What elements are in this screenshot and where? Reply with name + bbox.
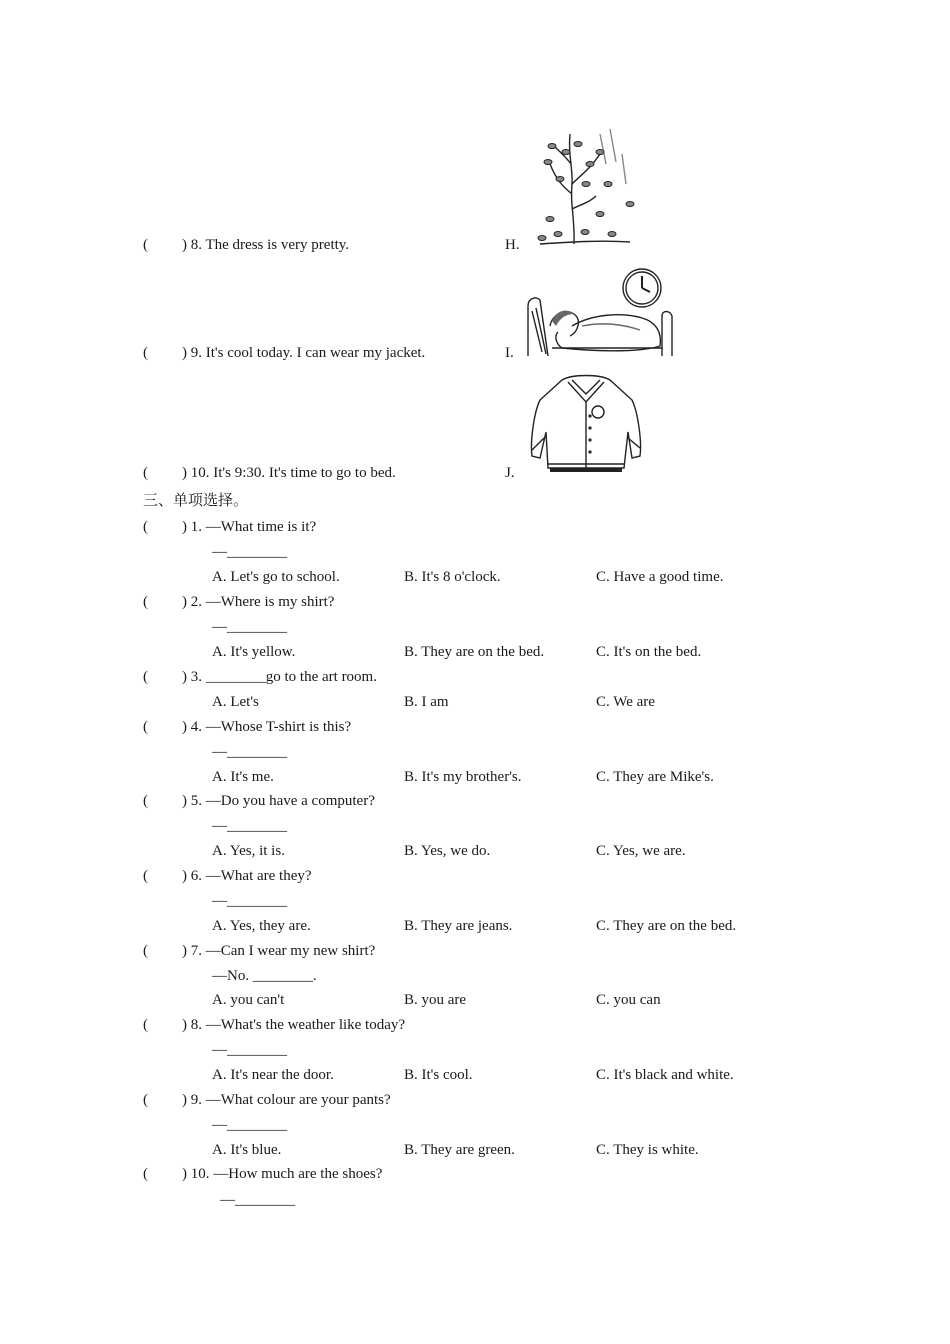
q3-option-a[interactable]: A. Let's [212, 694, 259, 710]
jacket-icon [528, 372, 644, 476]
q5-option-b[interactable]: B. Yes, we do. [404, 843, 491, 859]
q2-option-a[interactable]: A. It's yellow. [212, 644, 296, 660]
q7-stem: ) 7. —Can I wear my new shirt? [182, 943, 376, 959]
q1-option-a[interactable]: A. Let's go to school. [212, 569, 340, 585]
q4-stem: ) 4. —Whose T-shirt is this? [182, 719, 352, 735]
match-letter-h: H. [505, 237, 520, 253]
q5-option-a[interactable]: A. Yes, it is. [212, 843, 285, 859]
q7-bracket: ( [143, 943, 148, 959]
q6-option-c[interactable]: C. They are on the bed. [596, 918, 737, 934]
q2-answer-blank[interactable]: —________ [212, 619, 287, 635]
q9-bracket: ( [143, 1092, 148, 1108]
match-item-9-text: ) 9. It's cool today. I can wear my jacket. [182, 345, 426, 361]
q8-option-b[interactable]: B. It's cool. [404, 1067, 473, 1083]
q10-bracket: ( [143, 1166, 148, 1182]
q6-stem: ) 6. —What are they? [182, 868, 312, 884]
q2-stem: ) 2. —Where is my shirt? [182, 594, 335, 610]
q6-answer-blank[interactable]: —________ [212, 893, 287, 909]
q6-bracket: ( [143, 868, 148, 884]
autumn-tree-icon [530, 124, 645, 246]
q5-option-c[interactable]: C. Yes, we are. [596, 843, 686, 859]
q7-option-c[interactable]: C. you can [596, 992, 661, 1008]
q1-stem: ) 1. —What time is it? [182, 519, 317, 535]
q4-bracket: ( [143, 719, 148, 735]
match-item-8-bracket: ( [143, 237, 148, 253]
q10-answer-blank[interactable]: —________ [220, 1192, 295, 1208]
q9-option-a[interactable]: A. It's blue. [212, 1142, 282, 1158]
q2-option-c[interactable]: C. It's on the bed. [596, 644, 702, 660]
q6-option-a[interactable]: A. Yes, they are. [212, 918, 311, 934]
q9-answer-blank[interactable]: —________ [212, 1117, 287, 1133]
q7-option-a[interactable]: A. you can't [212, 992, 285, 1008]
q3-option-c[interactable]: C. We are [596, 694, 655, 710]
q5-bracket: ( [143, 793, 148, 809]
q7-option-b[interactable]: B. you are [404, 992, 467, 1008]
q4-option-b[interactable]: B. It's my brother's. [404, 769, 522, 785]
q7-answer-blank[interactable]: —No. ________. [212, 968, 317, 984]
match-letter-i: I. [505, 345, 514, 361]
q8-option-c[interactable]: C. It's black and white. [596, 1067, 734, 1083]
q1-answer-blank[interactable]: —________ [212, 544, 287, 560]
match-letter-j: J. [505, 465, 515, 481]
q8-bracket: ( [143, 1017, 148, 1033]
q9-option-b[interactable]: B. They are green. [404, 1142, 515, 1158]
section-3-title: 三、单项选择。 [143, 491, 249, 509]
q5-answer-blank[interactable]: —________ [212, 818, 287, 834]
match-item-9-bracket: ( [143, 345, 148, 361]
q5-stem: ) 5. —Do you have a computer? [182, 793, 375, 809]
q4-option-c[interactable]: C. They are Mike's. [596, 769, 714, 785]
q8-stem: ) 8. —What's the weather like today? [182, 1017, 406, 1033]
q4-option-a[interactable]: A. It's me. [212, 769, 274, 785]
match-item-10-text: ) 10. It's 9:30. It's time to go to bed. [182, 465, 396, 481]
q8-answer-blank[interactable]: —________ [212, 1042, 287, 1058]
q8-option-a[interactable]: A. It's near the door. [212, 1067, 334, 1083]
q2-bracket: ( [143, 594, 148, 610]
q1-option-b[interactable]: B. It's 8 o'clock. [404, 569, 501, 585]
q2-option-b[interactable]: B. They are on the bed. [404, 644, 545, 660]
q6-option-b[interactable]: B. They are jeans. [404, 918, 513, 934]
q9-option-c[interactable]: C. They is white. [596, 1142, 699, 1158]
sleeping-child-clock-icon [522, 266, 677, 358]
q1-bracket: ( [143, 519, 148, 535]
q4-answer-blank[interactable]: —________ [212, 744, 287, 760]
q10-stem: ) 10. —How much are the shoes? [182, 1166, 383, 1182]
match-item-10-bracket: ( [143, 465, 148, 481]
q3-stem: ) 3. ________go to the art room. [182, 669, 377, 685]
q3-bracket: ( [143, 669, 148, 685]
q3-option-b[interactable]: B. I am [404, 694, 449, 710]
q1-option-c[interactable]: C. Have a good time. [596, 569, 724, 585]
match-item-8-text: ) 8. The dress is very pretty. [182, 237, 350, 253]
q9-stem: ) 9. —What colour are your pants? [182, 1092, 391, 1108]
